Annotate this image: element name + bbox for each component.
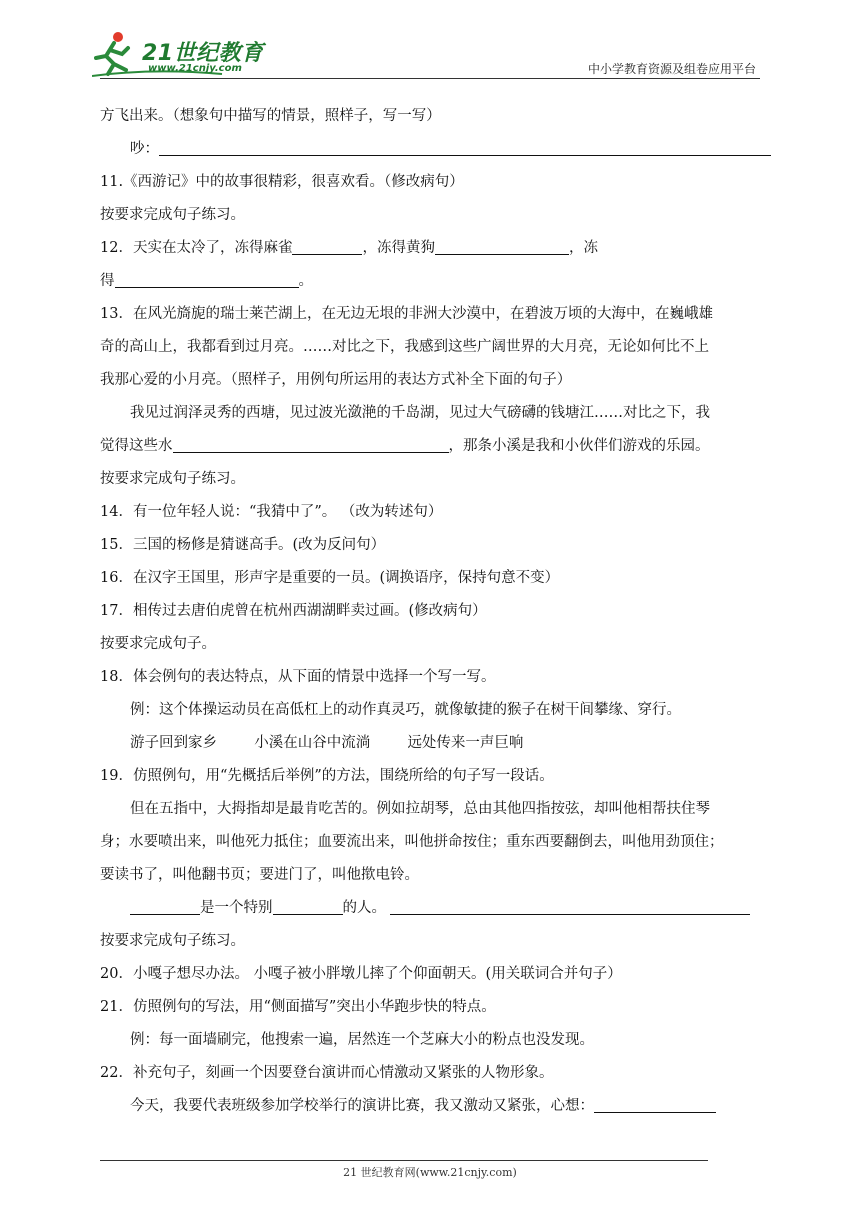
logo-url: www.21cnjy.com (148, 63, 242, 74)
header-divider (100, 78, 760, 79)
label: 吵： (130, 141, 159, 157)
question-20: 20．小嘎子想尽办法。 小嘎子被小胖墩儿摔了个仰面朝天。(用关联词合并句子） (100, 966, 622, 982)
scenario-option: 游子回到家乡 (130, 735, 217, 751)
question-21: 21．仿照例句的写法，用“侧面描写”突出小华跑步快的特点。 (100, 999, 496, 1015)
answer-blank[interactable] (292, 236, 362, 255)
text-line: 但在五指中，大拇指却是最肯吃苦的。例如拉胡琴，总由其他四指按弦，却叫他相帮扶住琴 (130, 801, 710, 817)
answer-blank[interactable] (594, 1094, 716, 1113)
answer-line (100, 133, 762, 166)
question-17: 17．相传过去唐伯虎曾在杭州西湖湖畔卖过画。(修改病句） (100, 603, 487, 619)
answer-blank[interactable] (390, 896, 750, 915)
question-15: 15．三国的杨修是猜谜高手。(改为反问句） (100, 537, 386, 553)
section-heading: 按要求完成句子练习。 (100, 207, 245, 223)
question-12: 12．天实在太冷了，冻得麻雀 ，冻得黄狗 ，冻 (100, 232, 762, 265)
footer-text: 21 世纪教育网(www.21cnjy.com) (343, 1166, 517, 1179)
text-line: 身；水要喷出来，叫他死力抵住；血要流出来，叫他拼命按住；重东西要翻倒去，叫他用劲顶住； (100, 834, 724, 850)
text-line: 我见过润泽灵秀的西塘，见过波光潋滟的千岛湖，见过大气磅礴的钱塘江……对比之下，我 (130, 405, 710, 421)
page-header (0, 0, 860, 80)
text-line: 我那心爱的小月亮。（照样子，用例句所运用的表达方式补全下面的句子） (100, 372, 572, 388)
answer-line: 是一个特别 的人。 (100, 892, 762, 925)
text-line: 觉得这些水 ，那条小溪是我和小伙伴们游戏的乐园。 (100, 430, 762, 463)
question-11: 11.《西游记》中的故事很精彩，很喜欢看。（修改病句） (100, 174, 464, 190)
footer-divider (100, 1160, 708, 1161)
answer-blank[interactable] (273, 896, 343, 915)
answer-blank[interactable] (130, 896, 200, 915)
question-22: 22．补充句子，刻画一个因要登台演讲而心情激动又紧张的人物形象。 (100, 1065, 554, 1081)
example-line: 例：每一面墙刷完，他搜索一遍，居然连一个芝麻大小的粉点也没发现。 (130, 1032, 594, 1048)
document-body (100, 100, 762, 1123)
section-heading: 按要求完成句子。 (100, 636, 216, 652)
scenario-option: 小溪在山谷中流淌 (254, 735, 371, 751)
text-line: 要读书了，叫他翻书页；要进门了，叫他揿电铃。 (100, 867, 419, 883)
question-14: 14．有一位年轻人说：“我猜中了”。 （改为转述句） (100, 504, 443, 520)
section-heading: 按要求完成句子练习。 (100, 933, 245, 949)
question-12-cont: 得 。 (100, 265, 762, 298)
logo-text: 21世纪教育 (142, 41, 264, 66)
question-16: 16．在汉字王国里，形声字是重要的一员。(调换语序，保持句意不变） (100, 570, 560, 586)
answer-blank[interactable] (159, 137, 771, 156)
scenario-options (100, 727, 762, 760)
answer-blank[interactable] (173, 434, 449, 453)
example-line: 例：这个体操运动员在高低杠上的动作真灵巧，就像敏捷的猴子在树干间攀缘、穿行。 (130, 702, 681, 718)
answer-blank[interactable] (115, 269, 299, 288)
text-line: 方飞出来。（想象句中描写的情景，照样子，写一写） (100, 108, 441, 124)
section-heading: 按要求完成句子练习。 (100, 471, 245, 487)
question-18: 18．体会例句的表达特点，从下面的情景中选择一个写一写。 (100, 669, 496, 685)
question-19: 19．仿照例句，用“先概括后举例”的方法，围绕所给的句子写一段话。 (100, 768, 554, 784)
scenario-option: 远处传来一声巨响 (407, 735, 524, 751)
text-line: 奇的高山上，我都看到过月亮。……对比之下，我感到这些广阔世界的大月亮，无论如何比不上 (100, 339, 709, 355)
question-13: 13．在风光旖旎的瑞士莱芒湖上，在无边无垠的非洲大沙漠中，在碧波万顷的大海中，在巍峨雄 (100, 306, 713, 322)
answer-blank[interactable] (435, 236, 569, 255)
platform-name: 中小学教育资源及组卷应用平台 (587, 62, 756, 76)
answer-line: 今天，我要代表班级参加学校举行的演讲比赛，我又激动又紧张，心想： (100, 1090, 762, 1123)
